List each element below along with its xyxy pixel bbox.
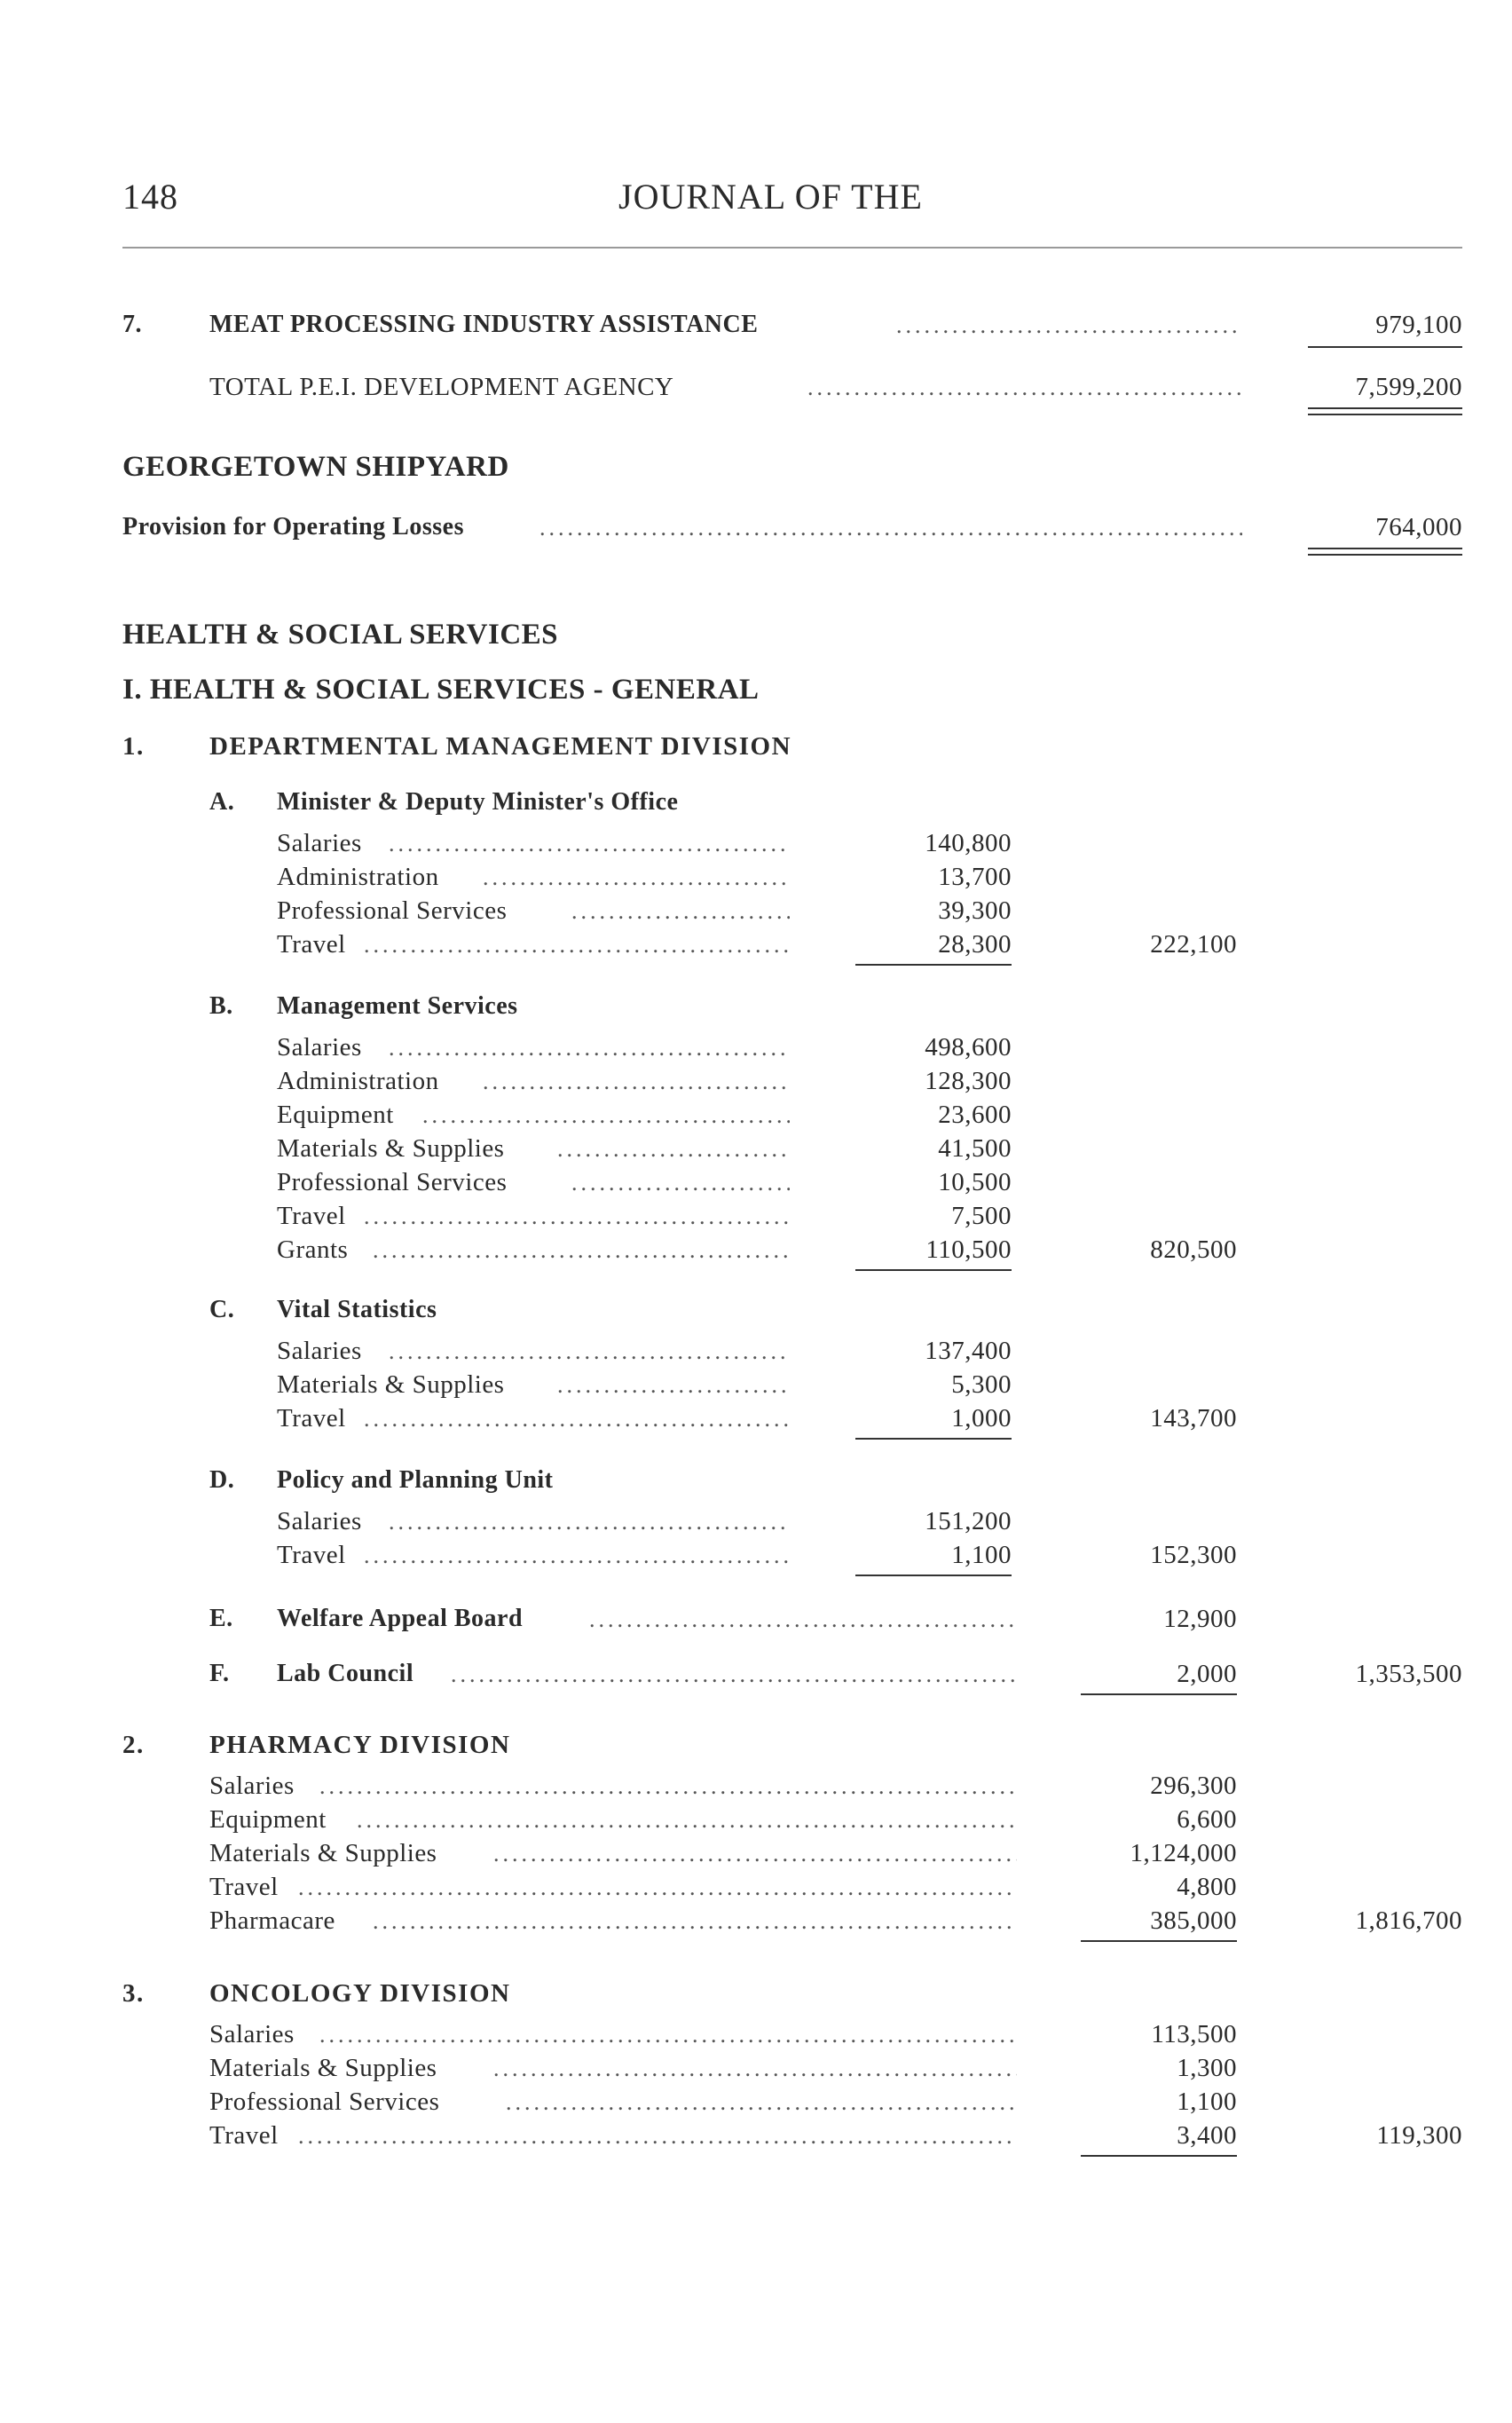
line-item-value: 1,000 bbox=[951, 1404, 1012, 1432]
line-item-label: Professional Services bbox=[209, 2088, 440, 2116]
meat-number: 7. bbox=[122, 311, 142, 338]
line-item-value: 385,000 bbox=[1150, 1906, 1237, 1935]
pei-total-underline bbox=[1308, 414, 1462, 415]
leader-dots bbox=[807, 375, 1242, 401]
section-d-subtotal: 152,300 bbox=[1150, 1541, 1237, 1569]
pei-total-value: 7,599,200 bbox=[1355, 373, 1462, 401]
line-item-value: 39,300 bbox=[938, 896, 1012, 925]
dmd-title: DEPARTMENTAL MANAGEMENT DIVISION bbox=[209, 732, 792, 761]
line-item-value: 4,800 bbox=[1177, 1873, 1237, 1901]
leader-dots bbox=[493, 1841, 1017, 1867]
leader-dots bbox=[364, 1204, 790, 1230]
leader-dots bbox=[493, 2056, 1017, 2082]
pei-total-underline bbox=[1308, 407, 1462, 409]
line-item-label: Pharmacare bbox=[209, 1906, 335, 1935]
dmd-total: 1,353,500 bbox=[1355, 1660, 1462, 1688]
section-c-letter: C. bbox=[209, 1296, 235, 1323]
line-item-label: Travel bbox=[277, 1404, 346, 1432]
section-e-letter: E. bbox=[209, 1605, 233, 1632]
leader-dots bbox=[896, 312, 1242, 339]
line-item-value: 41,500 bbox=[938, 1134, 1012, 1163]
line-item-value: 137,400 bbox=[925, 1337, 1012, 1365]
section-c-title: Vital Statistics bbox=[277, 1296, 437, 1323]
line-item-value: 1,100 bbox=[1177, 2088, 1237, 2116]
subtotal-underline bbox=[1081, 2155, 1237, 2157]
line-item-value: 128,300 bbox=[925, 1067, 1012, 1095]
pharmacy-title: PHARMACY DIVISION bbox=[209, 1731, 511, 1759]
pei-total-label: TOTAL P.E.I. DEVELOPMENT AGENCY bbox=[209, 373, 674, 401]
line-item-label: Salaries bbox=[277, 1337, 362, 1365]
running-header: JOURNAL OF THE bbox=[618, 177, 923, 217]
line-item-value: 6,600 bbox=[1177, 1805, 1237, 1834]
line-item-value: 113,500 bbox=[1151, 2020, 1237, 2048]
dmd-number: 1. bbox=[122, 732, 145, 761]
section-f-letter: F. bbox=[209, 1660, 230, 1687]
georgetown-value: 764,000 bbox=[1375, 513, 1462, 541]
section-f-title: Lab Council bbox=[277, 1660, 414, 1687]
subtotal-underline bbox=[855, 1575, 1012, 1576]
pharmacy-total: 1,816,700 bbox=[1355, 1906, 1462, 1935]
line-item-value: 151,200 bbox=[925, 1507, 1012, 1535]
leader-dots bbox=[571, 898, 790, 925]
oncology-total: 119,300 bbox=[1376, 2121, 1462, 2150]
line-item-value: 1,300 bbox=[1177, 2054, 1237, 2082]
leader-dots bbox=[357, 1807, 1017, 1834]
line-item-label: Materials & Supplies bbox=[209, 2054, 437, 2082]
line-item-label: Salaries bbox=[209, 1772, 295, 1800]
line-item-value: 3,400 bbox=[1177, 2121, 1237, 2150]
leader-dots bbox=[389, 1338, 790, 1365]
georgetown-underline bbox=[1308, 554, 1462, 556]
line-item-label: Salaries bbox=[277, 1507, 362, 1535]
leader-dots bbox=[364, 932, 790, 959]
leader-dots bbox=[364, 1406, 790, 1432]
pharmacy-number: 2. bbox=[122, 1731, 145, 1759]
leader-dots bbox=[373, 1908, 1017, 1935]
leader-dots bbox=[451, 1661, 1017, 1688]
georgetown-underline bbox=[1308, 548, 1462, 549]
oncology-title: ONCOLOGY DIVISION bbox=[209, 1979, 511, 2008]
line-item-label: Salaries bbox=[277, 829, 362, 857]
line-item-label: Travel bbox=[209, 1873, 279, 1901]
line-item-label: Travel bbox=[209, 2121, 279, 2150]
meat-value: 979,100 bbox=[1375, 311, 1462, 339]
georgetown-label: Provision for Operating Losses bbox=[122, 513, 464, 541]
line-item-label: Professional Services bbox=[277, 1168, 508, 1196]
leader-dots bbox=[557, 1372, 790, 1399]
subtotal-underline bbox=[855, 1269, 1012, 1271]
section-a-letter: A. bbox=[209, 788, 235, 816]
leader-dots bbox=[422, 1102, 790, 1129]
page-number: 148 bbox=[122, 177, 178, 217]
oncology-number: 3. bbox=[122, 1979, 145, 2008]
meat-underline bbox=[1308, 346, 1462, 348]
leader-dots bbox=[389, 1035, 790, 1062]
section-e-title: Welfare Appeal Board bbox=[277, 1605, 524, 1632]
leader-dots bbox=[589, 1606, 1017, 1633]
line-item-value: 498,600 bbox=[925, 1033, 1012, 1062]
section-b-subtotal: 820,500 bbox=[1150, 1235, 1237, 1264]
section-a-subtotal: 222,100 bbox=[1150, 930, 1237, 959]
section-f-value: 2,000 bbox=[1177, 1660, 1237, 1688]
georgetown-title: GEORGETOWN SHIPYARD bbox=[122, 451, 509, 483]
section-e-value: 12,900 bbox=[1163, 1605, 1237, 1633]
line-item-value: 1,124,000 bbox=[1130, 1839, 1237, 1867]
subtotal-underline bbox=[1081, 1940, 1237, 1942]
section-b-letter: B. bbox=[209, 992, 233, 1020]
line-item-label: Administration bbox=[277, 1067, 439, 1095]
line-item-value: 5,300 bbox=[951, 1370, 1012, 1399]
line-item-value: 1,100 bbox=[951, 1541, 1012, 1569]
leader-dots bbox=[557, 1136, 790, 1163]
subtotal-underline bbox=[855, 964, 1012, 966]
line-item-value: 110,500 bbox=[925, 1235, 1012, 1264]
leader-dots bbox=[389, 831, 790, 857]
line-item-label: Administration bbox=[277, 863, 439, 891]
subtotal-underline bbox=[1081, 1693, 1237, 1695]
line-item-label: Grants bbox=[277, 1235, 349, 1264]
health-title: HEALTH & SOCIAL SERVICES bbox=[122, 619, 559, 651]
line-item-value: 140,800 bbox=[925, 829, 1012, 857]
line-item-label: Travel bbox=[277, 1541, 346, 1569]
line-item-label: Salaries bbox=[209, 2020, 295, 2048]
line-item-label: Equipment bbox=[277, 1101, 394, 1129]
section-d-title: Policy and Planning Unit bbox=[277, 1466, 554, 1494]
section-b-title: Management Services bbox=[277, 992, 518, 1020]
line-item-value: 23,600 bbox=[938, 1101, 1012, 1129]
leader-dots bbox=[319, 2022, 1017, 2048]
leader-dots bbox=[298, 1874, 1017, 1901]
leader-dots bbox=[364, 1543, 790, 1569]
line-item-label: Travel bbox=[277, 1202, 346, 1230]
leader-dots bbox=[389, 1509, 790, 1535]
subtotal-underline bbox=[855, 1438, 1012, 1440]
line-item-value: 10,500 bbox=[938, 1168, 1012, 1196]
leader-dots bbox=[571, 1170, 790, 1196]
line-item-label: Materials & Supplies bbox=[209, 1839, 437, 1867]
line-item-value: 7,500 bbox=[951, 1202, 1012, 1230]
health-general-title: I. HEALTH & SOCIAL SERVICES - GENERAL bbox=[122, 674, 760, 706]
line-item-label: Travel bbox=[277, 930, 346, 959]
leader-dots bbox=[373, 1237, 790, 1264]
section-d-letter: D. bbox=[209, 1466, 235, 1494]
leader-dots bbox=[483, 1069, 790, 1095]
leader-dots bbox=[483, 864, 790, 891]
line-item-label: Equipment bbox=[209, 1805, 327, 1834]
leader-dots bbox=[539, 515, 1242, 541]
meat-label: MEAT PROCESSING INDUSTRY ASSISTANCE bbox=[209, 311, 759, 338]
line-item-label: Materials & Supplies bbox=[277, 1370, 505, 1399]
line-item-value: 28,300 bbox=[938, 930, 1012, 959]
leader-dots bbox=[319, 1773, 1017, 1800]
line-item-label: Salaries bbox=[277, 1033, 362, 1062]
leader-dots bbox=[506, 2089, 1017, 2116]
section-c-subtotal: 143,700 bbox=[1150, 1404, 1237, 1432]
line-item-label: Materials & Supplies bbox=[277, 1134, 505, 1163]
line-item-value: 296,300 bbox=[1150, 1772, 1237, 1800]
line-item-value: 13,700 bbox=[938, 863, 1012, 891]
section-a-title: Minister & Deputy Minister's Office bbox=[277, 788, 679, 816]
header-rule bbox=[122, 247, 1462, 249]
leader-dots bbox=[298, 2123, 1017, 2150]
line-item-label: Professional Services bbox=[277, 896, 508, 925]
